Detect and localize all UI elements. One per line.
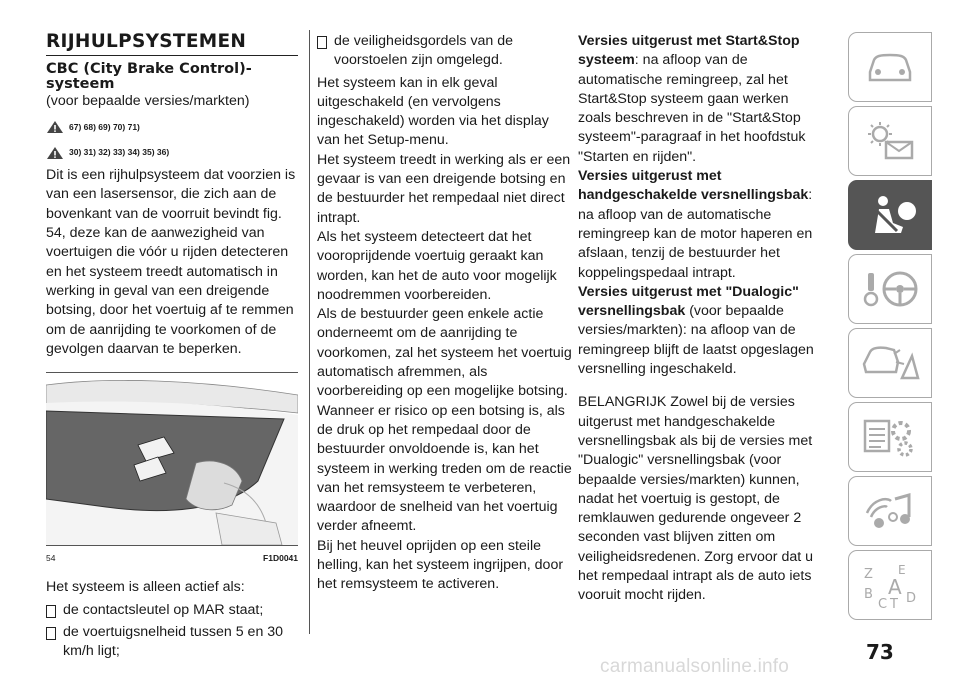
bullet-box-icon xyxy=(46,605,56,618)
note-refs: 30) 31) 32) 33) 34) 35) 36) xyxy=(46,143,298,162)
paragraph: Bij het heuvel oprijden op een steile helling, kan het systeem ingrijpen, door het remsysteem te activeren. xyxy=(317,537,564,593)
chapter-tabs xyxy=(848,32,932,624)
svg-text:B: B xyxy=(864,587,873,602)
intro-paragraph: Dit is een rijhulpsysteem dat voorzien is van een lasersensor, die zich aan de bovenkant van de voorruit bevindt fig. 54, deze kan de aanwezigheid van voertuigen die vóór u rijden detecteren en het systeem treedt automatisch in werking in geval van een dreigende botsing, door het voertuig af te remmen om de aanrijding te voorkomen of de gevolgen daarvan te beperken. xyxy=(46,167,296,357)
tab-index[interactable] xyxy=(848,550,932,620)
section-title: CBC (City Brake Control)-systeem xyxy=(46,61,252,93)
column-2 xyxy=(317,32,575,595)
column-divider xyxy=(309,30,310,634)
multimedia-icon xyxy=(861,489,919,533)
column-1 xyxy=(46,32,298,665)
attention-triangle-icon xyxy=(46,146,64,160)
safety-icon xyxy=(861,193,919,237)
figure-number: 54 xyxy=(46,553,56,564)
svg-text:T: T xyxy=(890,597,898,610)
maintenance-icon xyxy=(861,415,919,459)
svg-text:Z: Z xyxy=(864,567,873,582)
car-icon xyxy=(864,48,916,86)
paragraph: Versies uitgerust met handgeschakelde versnellingsbak: na afloop van de automatische remingreep kan de motor haperen en afslaan, tenzij de bestuurder het koppelingspedaal intrapt. xyxy=(578,168,813,281)
steering-key-icon xyxy=(860,267,920,311)
list-item: de voertuigsnelheid tussen 5 en 30 km/h ligt; xyxy=(46,623,298,662)
paragraph: Versies uitgerust met "Dualogic" versnellingsbak (voor bepaalde versies/markten): na afloop van de remingreep blijft de laatst opgeslagen versnelling ingeschakeld. xyxy=(578,283,814,378)
list-item: de veiligheidsgordels van de voorstoelen zijn omgelegd. xyxy=(317,32,575,71)
svg-text:A: A xyxy=(888,575,902,599)
figure-caption xyxy=(46,549,298,568)
tab-car[interactable] xyxy=(848,32,932,102)
paragraph: Versies uitgerust met Start&Stop systeem: na afloop van de automatische remingreep, zal het Start&Stop systeem gaan werken zoals beschreven in de "Start&Stop systeem"-paragraaf in het hoofdstuk "Starten en rijden". xyxy=(578,33,806,165)
active-if-text: Het systeem is alleen actief als: xyxy=(46,579,245,596)
figure-code: F1D0041 xyxy=(263,553,298,564)
paragraph: Als het systeem detecteert dat het vooroprijdende voertuig geraakt kan worden, kan het de auto voor mogelijk noodremmen voorbereiden. xyxy=(317,228,557,303)
windshield-sensor-illustration xyxy=(46,373,298,545)
paragraph: Het systeem treedt in werking als er een gevaar is van een dreigende botsing en de bestuurder het rempedaal niet direct intrapt. xyxy=(317,151,571,226)
tab-starting-driving[interactable] xyxy=(848,254,932,324)
warning-triangle-icon xyxy=(46,120,64,134)
column-3 xyxy=(578,32,814,606)
important-note: BELANGRIJK Zowel bij de versies uitgerust met handgeschakelde versnellingsbak als bij de versies met "Dualogic" versnellingsbak (voor bepaalde versies/markten) kunnen, nadat het voertuig is gestopt, de remklauwen gedurende ongeveer 2 seconden vast blijven zitten om veiligheidsredenen. Zorg ervoor dat u het rempedaal intrapt als de auto iets vooruit mocht rijden. xyxy=(578,394,814,604)
paragraph: Het systeem kan in elk geval uitgeschakeld (en vervolgens ingeschakeld) worden via het display van het Setup-menu. xyxy=(317,74,549,149)
svg-text:D: D xyxy=(906,591,917,606)
warning-refs: 67) 68) 69) 70) 71) xyxy=(46,118,298,137)
page-title: RIJHULPSYSTEMEN xyxy=(46,32,298,56)
bullet-box-icon xyxy=(317,36,327,49)
svg-text:E: E xyxy=(898,563,906,577)
warning-lights-icon xyxy=(864,120,916,162)
tab-emergency[interactable] xyxy=(848,328,932,398)
tab-maintenance[interactable] xyxy=(848,402,932,472)
tab-multimedia[interactable] xyxy=(848,476,932,546)
bullet-box-icon xyxy=(46,627,56,640)
page-number: 73 xyxy=(866,640,894,664)
tab-safety[interactable] xyxy=(848,180,932,250)
paragraph: Als de bestuurder geen enkele actie onderneemt om de aanrijding te voorkomen, zal het systeem het voertuig automatisch afremmen, als voorbereiding op een mogelijke botsing. xyxy=(317,306,572,400)
section-subtitle: (voor bepaalde versies/markten) xyxy=(46,93,250,110)
paragraph: Wanneer er risico op een botsing is, als de druk op het rempedaal door de bestuurder onvoldoende is, kan het systeem in werking treden om de reactie van het remsysteem te verbeteren, waardoor de snelheid van het voertuig verder afneemt. xyxy=(317,402,572,535)
svg-text:C: C xyxy=(878,597,888,610)
emergency-icon xyxy=(860,342,920,384)
watermark: carmanualsonline.info xyxy=(600,656,790,677)
tab-warning-lights[interactable] xyxy=(848,106,932,176)
index-icon xyxy=(860,560,920,610)
list-item: de contactsleutel op MAR staat; xyxy=(46,601,298,620)
figure-54 xyxy=(46,372,298,546)
